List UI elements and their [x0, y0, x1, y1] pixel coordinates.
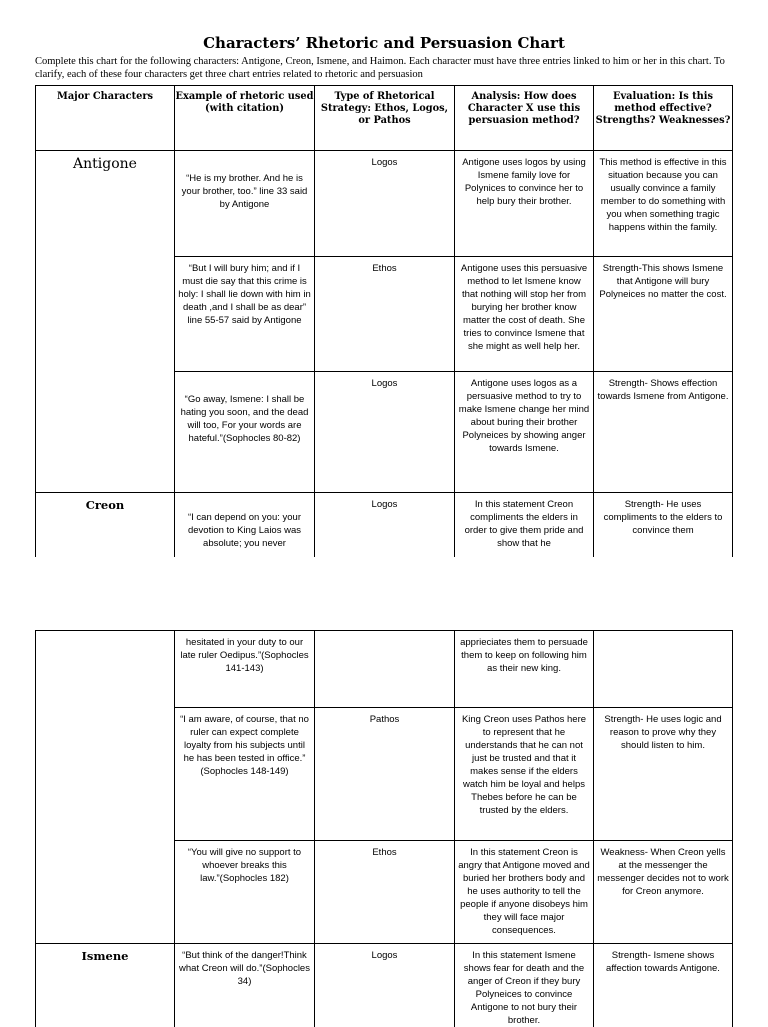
example-cell: “He is my brother. And he is your brother, too.” line 33 said by Antigone — [175, 151, 315, 257]
type-cell: Pathos — [315, 708, 455, 841]
character-name-ismene: Ismene — [36, 944, 175, 1027]
table-row — [36, 944, 733, 1027]
analysis-cell: In this statement Creon compliments the elders in order to give them pride and show that he — [455, 493, 594, 557]
analysis-cell: Antigone uses logos by using Ismene family love for Polynices to convince her to help bury their brother. — [455, 151, 594, 257]
table-row — [36, 151, 733, 257]
example-cell: “But think of the danger!Think what Creon will do.”(Sophocles 34) — [175, 944, 315, 1027]
page-title: Characters’ Rhetoric and Persuasion Chart — [0, 34, 768, 52]
evaluation-cell: Strength- He uses compliments to the elders to convince them — [594, 493, 733, 557]
character-name-cell — [36, 631, 175, 944]
column-header: Type of Rhetorical Strategy: Ethos, Logos, or Pathos — [315, 86, 455, 151]
evaluation-cell: Strength- He uses logic and reason to prove why they should listen to him. — [594, 708, 733, 841]
character-name-antigone: Antigone — [36, 151, 175, 493]
example-cell: “I am aware, of course, that no ruler can expect complete loyalty from his subjects until he has been tested in office.” (Sophocles 148-149) — [175, 708, 315, 841]
example-cell: “You will give no support to whoever breaks this law.”(Sophocles 182) — [175, 841, 315, 944]
analysis-cell: King Creon uses Pathos here to represent that he understands that he can not just be trusted and that it makes sense if the elders watch him be loyal and helps Thebes before he can be trusted by the elders. — [455, 708, 594, 841]
type-cell: Ethos — [315, 841, 455, 944]
example-cell: “Go away, Ismene: I shall be hating you soon, and the dead will too, For your words are hateful.”(Sophocles 80-82) — [175, 372, 315, 493]
evaluation-cell: Strength- Shows effection towards Ismene from Antigone. — [594, 372, 733, 493]
column-header: Evaluation: Is this method effective? Strengths? Weaknesses? — [594, 86, 733, 151]
type-cell: Logos — [315, 372, 455, 493]
evaluation-cell: Strength- Ismene shows affection towards Antigone. — [594, 944, 733, 1027]
column-header: Analysis: How does Character X use this persuasion method? — [455, 86, 594, 151]
example-cell: hesitated in your duty to our late ruler Oedipus.”(Sophocles 141-143) — [175, 631, 315, 708]
evaluation-cell: This method is effective in this situation because you can usually convince a family member to do something with you when something tragic happens within the family. — [594, 151, 733, 257]
column-header: Example of rhetoric used (with citation) — [175, 86, 315, 151]
evaluation-cell — [594, 631, 733, 708]
analysis-cell: Antigone uses logos as a persuasive method to try to make Ismene change her mind about buring their brother Polyneices by showing anger towards Ismene. — [455, 372, 594, 493]
column-header: Major Characters — [36, 86, 175, 151]
analysis-cell: apprieciates them to persuade them to keep on following him as their new king. — [455, 631, 594, 708]
example-cell: “I can depend on you: your devotion to King Laios was absolute; you never — [175, 493, 315, 557]
type-cell: Logos — [315, 493, 455, 557]
evaluation-cell: Strength-This shows Ismene that Antigone will bury Polyneices no matter the cost. — [594, 257, 733, 372]
rhetoric-table-part-1 — [35, 85, 733, 557]
type-cell: Logos — [315, 151, 455, 257]
type-cell: Ethos — [315, 257, 455, 372]
instructions: Complete this chart for the following characters: Antigone, Creon, Ismene, and Haimon. Each character must have three entries linked to him or her in this chart. To clarify, each of these four characters get three chart entries related to rhetoric and persuasion — [35, 55, 740, 81]
rhetoric-table-part-2 — [35, 630, 733, 1027]
character-name-creon: Creon — [36, 493, 175, 557]
evaluation-cell: Weakness- When Creon yells at the messenger the messenger decides not to work for Creon anymore. — [594, 841, 733, 944]
table-header-row — [36, 86, 733, 151]
type-cell: Logos — [315, 944, 455, 1027]
type-cell — [315, 631, 455, 708]
analysis-cell: Antigone uses this persuasive method to let Ismene know that nothing will stop her from burying her brother know matter the cost of death. She tries to convince Ismene that she might as well help her. — [455, 257, 594, 372]
table-row — [36, 631, 733, 708]
analysis-cell: In this statement Ismene shows fear for death and the anger of Creon if they bury Polyneices to convince Antigone to not bury their brother. — [455, 944, 594, 1027]
example-cell: “But I will bury him; and if I must die say that this crime is holy: I shall lie down with him in death ,and I shall be as dear” line 55-57 said by Antigone — [175, 257, 315, 372]
analysis-cell: In this statement Creon is angry that Antigone moved and buried her brothers body and he uses authority to tell the people if anyone disobeys him they will face major consequences. — [455, 841, 594, 944]
table-row — [36, 493, 733, 557]
